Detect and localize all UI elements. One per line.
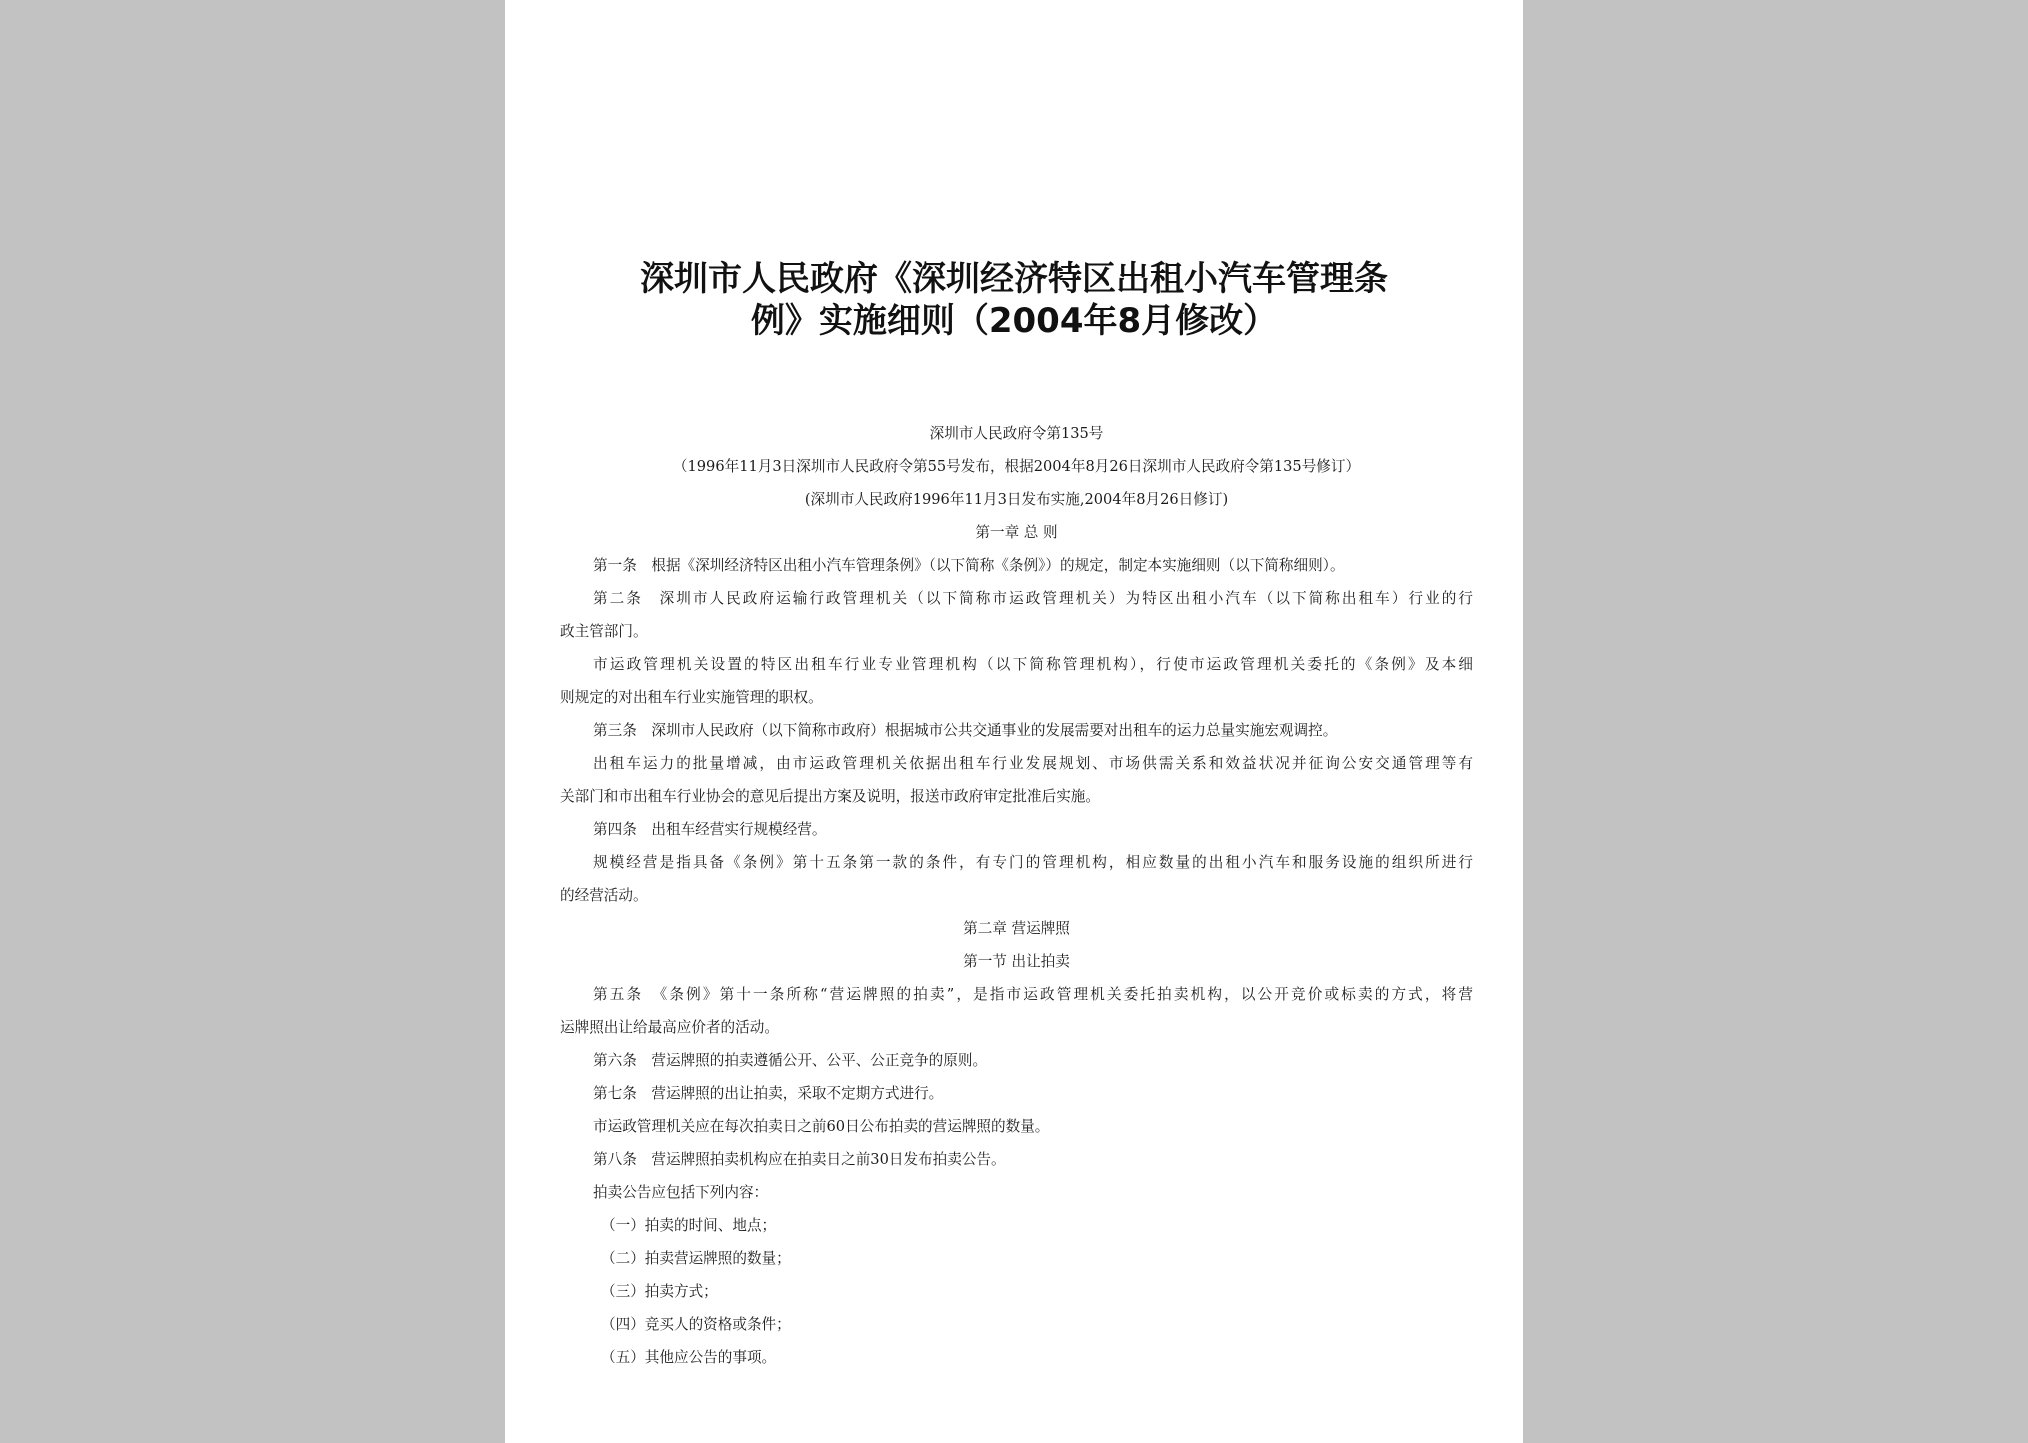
article-5-line-2: 运牌照出让给最高应价者的活动。: [560, 1019, 779, 1036]
article-2-line-1: 第二条 深圳市人民政府运输行政管理机关（以下简称市运政管理机关）为特区出租小汽车（以下简称出租车）行业的行: [593, 590, 1473, 607]
article-4-para-2-line-2: 的经营活动。: [560, 887, 648, 904]
article-2-para-2-line-1: 市运政管理机关设置的特区出租车行业专业管理机构（以下简称管理机构），行使市运政管理机关委托的《条例》及本细: [593, 656, 1473, 673]
article-7: 第七条 营运牌照的出让拍卖，采取不定期方式进行。: [593, 1085, 944, 1102]
article-4: 第四条 出租车经营实行规模经营。: [593, 821, 827, 838]
article-4-para-2-line-1: 规模经营是指具备《条例》第十五条第一款的条件，有专门的管理机构，相应数量的出租小汽车和服务设施的组织所进行: [593, 854, 1473, 871]
article-3-para-2-line-1: 出租车运力的批量增减，由市运政管理机关依据出租车行业发展规划、市场供需关系和效益状况并征询公安交通管理等有: [593, 755, 1473, 772]
title-line-1: 深圳市人民政府《深圳经济特区出租小汽车管理条: [640, 259, 1388, 299]
section-heading: 第一节 出让拍卖: [963, 953, 1070, 970]
issuance-note: （1996年11月3日深圳市人民政府令第55号发布，根据2004年8月26日深圳市人民政府令第135号修订）: [672, 458, 1361, 475]
title-line-2: 例》实施细则（2004年8月修改）: [750, 301, 1278, 341]
list-item: （二）拍卖营运牌照的数量；: [601, 1250, 791, 1267]
document-page: [505, 0, 1523, 1443]
document-title: [565, 258, 1463, 342]
article-6: 第六条 营运牌照的拍卖遵循公开、公平、公正竞争的原则。: [593, 1052, 988, 1069]
list-item: （三）拍卖方式；: [601, 1283, 718, 1300]
document-body: [560, 417, 1473, 1374]
article-8: 第八条 营运牌照拍卖机构应在拍卖日之前30日发布拍卖公告。: [593, 1151, 1006, 1168]
article-2-line-2: 政主管部门。: [560, 623, 648, 640]
order-number: 深圳市人民政府令第135号: [929, 425, 1104, 442]
article-2-para-2-line-2: 则规定的对出租车行业实施管理的职权。: [560, 689, 823, 706]
article-3: 第三条 深圳市人民政府（以下简称市政府）根据城市公共交通事业的发展需要对出租车的运力总量实施宏观调控。: [593, 722, 1338, 739]
list-item: （四）竞买人的资格或条件；: [601, 1316, 791, 1333]
chapter-heading: 第二章 营运牌照: [963, 920, 1070, 937]
list-item: （五）其他应公告的事项。: [601, 1349, 777, 1366]
article-8-para-2: 拍卖公告应包括下列内容：: [593, 1184, 769, 1201]
article-3-para-2-line-2: 关部门和市出租车行业协会的意见后提出方案及说明，报送市政府审定批准后实施。: [560, 788, 1100, 805]
article-5-line-1: 第五条 《条例》第十一条所称“营运牌照的拍卖”，是指市运政管理机关委托拍卖机构，以公开竞价或标卖的方式，将营: [593, 986, 1473, 1003]
article-7-para-2: 市运政管理机关应在每次拍卖日之前60日公布拍卖的营运牌照的数量。: [593, 1118, 1050, 1135]
chapter-heading: 第一章 总 则: [975, 524, 1058, 541]
article-1: 第一条 根据《深圳经济特区出租小汽车管理条例》（以下简称《条例》）的规定，制定本实施细则（以下简称细则）。: [593, 557, 1345, 574]
list-item: （一）拍卖的时间、地点；: [601, 1217, 777, 1234]
implementation-note: (深圳市人民政府1996年11月3日发布实施,2004年8月26日修订): [804, 491, 1229, 508]
